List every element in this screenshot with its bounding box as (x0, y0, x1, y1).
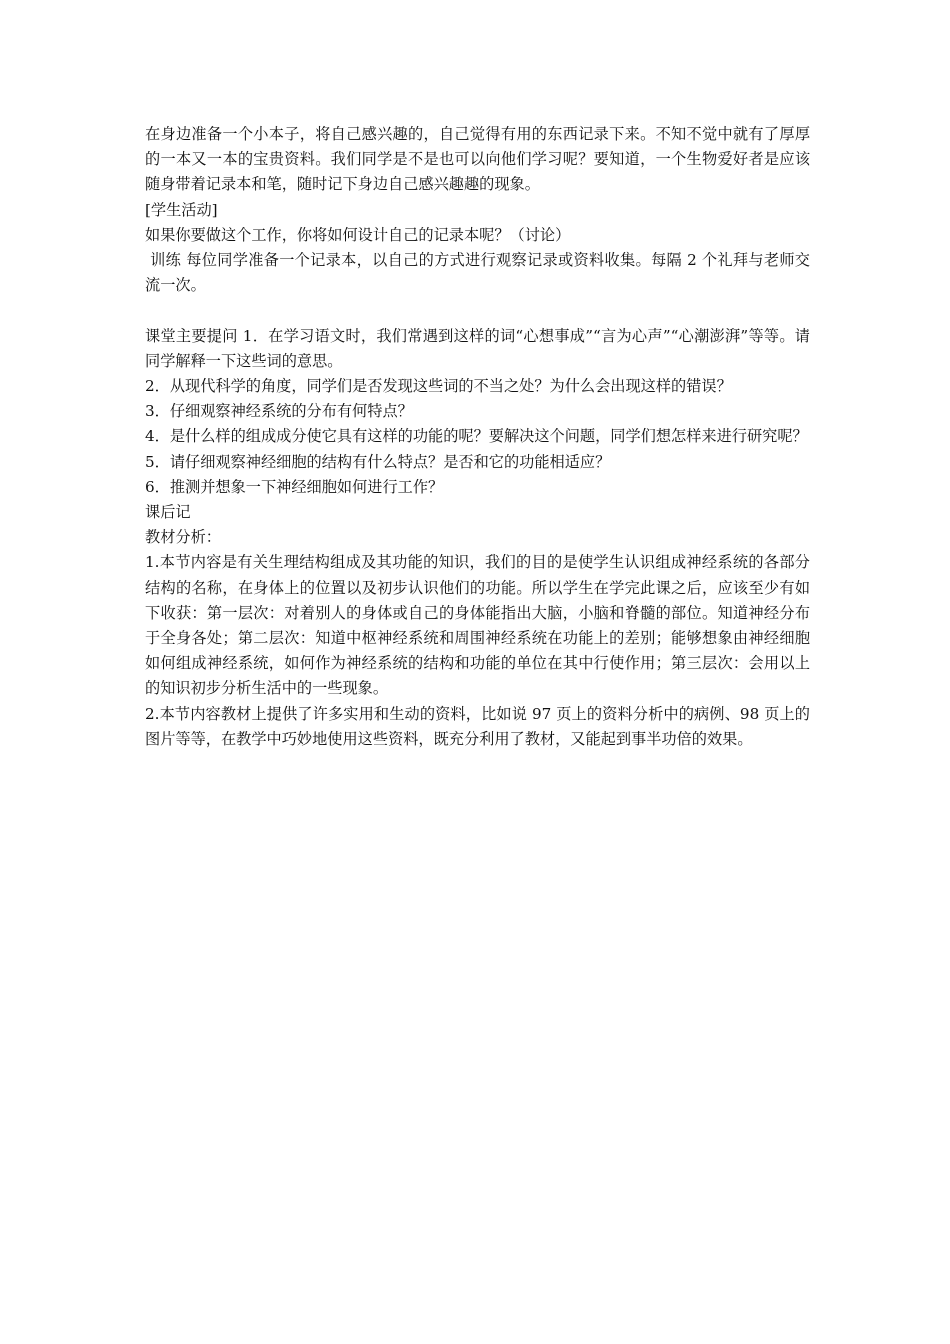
activity-question: 如果你要做这个工作，你将如何设计自己的记录本呢？（讨论） (145, 225, 571, 244)
document-page (145, 122, 810, 752)
blank-line (145, 298, 810, 323)
question-6: 6．推测并想象一下神经细胞如何进行工作？ (145, 477, 444, 496)
question-3: 3．仔细观察神经系统的分布有何特点？ (145, 402, 413, 421)
student-activity-heading: [学生活动] (145, 200, 218, 219)
after-class-notes-heading: 课后记 (145, 503, 191, 522)
analysis-point-2: 2.本节内容教材上提供了许多实用和生动的资料，比如说 97 页上的资料分析中的病例、98 页上的图片等等，在教学中巧妙地使用这些资料，既充分利用了教材，又能起到事半功倍的效果。 (145, 704, 810, 748)
question-2: 2．从现代科学的角度，同学们是否发现这些词的不当之处？为什么会出现这样的错误？ (145, 377, 732, 396)
analysis-point-1: 1.本节内容是有关生理结构组成及其功能的知识，我们的目的是使学生认识组成神经系统的各部分结构的名称，在身体上的位置以及初步认识他们的功能。所以学生在学完此课之后，应该至少有如下收获：第一层次：对着别人的身体或自己的身体能指出大脑，小脑和脊髓的部位。知道神经分布于全身各处；第二层次：知道中枢神经系统和周围神经系统在功能上的差别；能够想象由神经细胞如何组成神经系统，如何作为神经系统的结构和功能的单位在其中行使作用；第三层次：会用以上的知识初步分析生活中的一些现象。 (145, 553, 810, 698)
training-paragraph: 训练 每位同学准备一个记录本，以自己的方式进行观察记录或资料收集。每隔 2 个礼拜与老师交流一次。 (145, 251, 810, 295)
question-1: 课堂主要提问 1．在学习语文时，我们常遇到这样的词“心想事成”“言为心声”“心潮澎湃”等等。请同学解释一下这些词的意思。 (145, 326, 810, 370)
question-5: 5．请仔细观察神经细胞的结构有什么特点？是否和它的功能相适应？ (145, 452, 611, 471)
intro-paragraph: 在身边准备一个小本子，将自己感兴趣的，自己觉得有用的东西记录下来。不知不觉中就有了厚厚的一本又一本的宝贵资料。我们同学是不是也可以向他们学习呢？要知道，一个生物爱好者是应该随身带着记录本和笔，随时记下身边自己感兴趣趣的现象。 (145, 125, 810, 194)
question-4: 4．是什么样的组成成分使它具有这样的功能的呢？要解决这个问题，同学们想怎样来进行研究呢？ (145, 427, 808, 446)
textbook-analysis-heading: 教材分析： (145, 528, 221, 547)
